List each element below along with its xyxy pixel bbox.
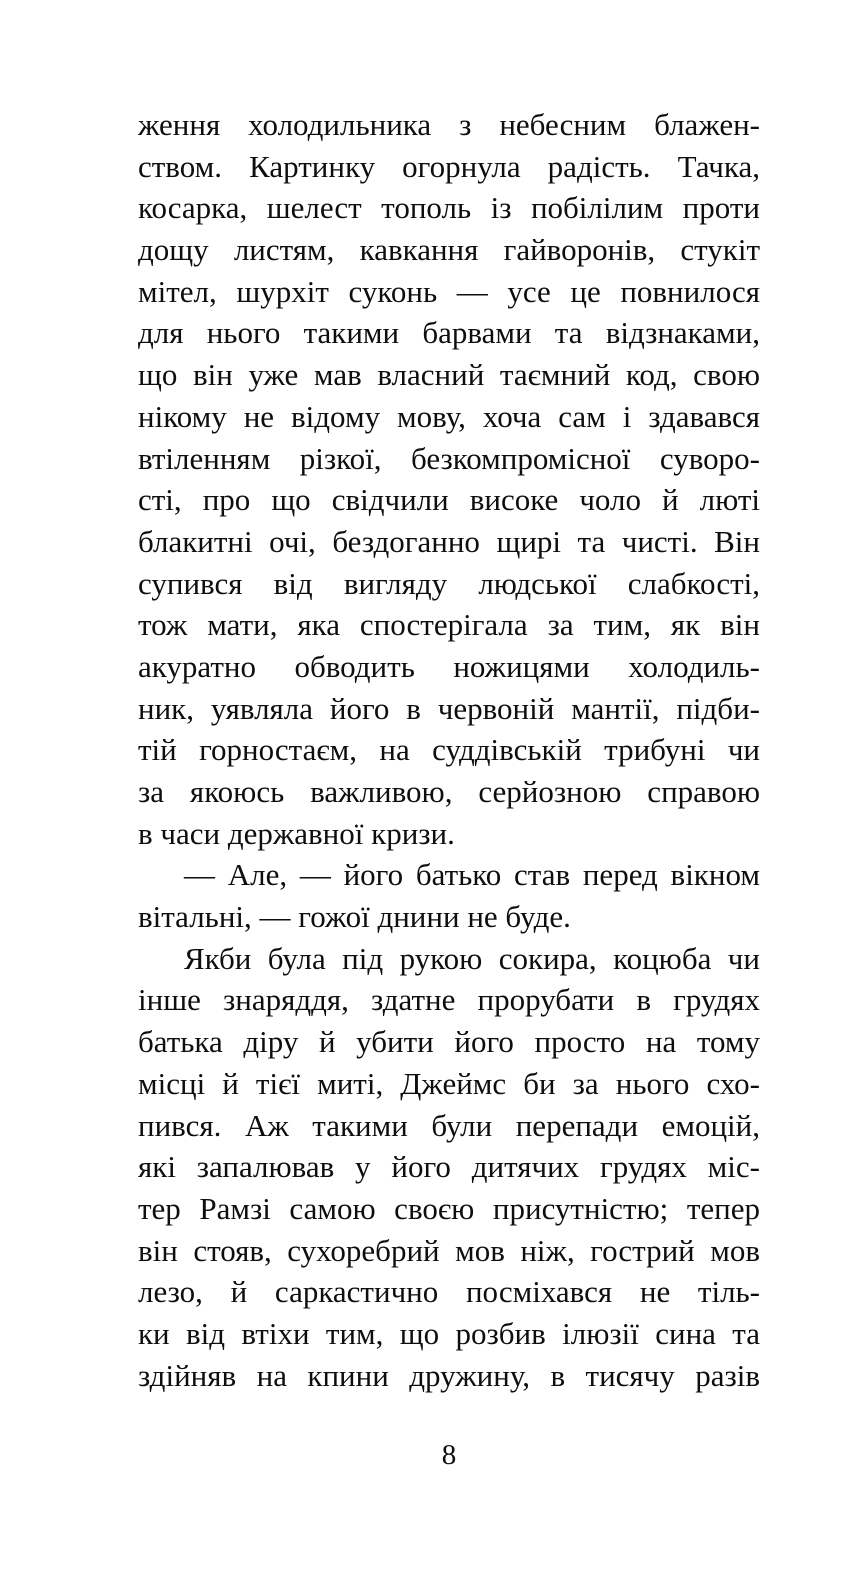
text-line: сті, про що свідчили високе чоло й люті xyxy=(138,482,760,518)
text-line: інше знаряддя, здатне прорубати в грудях xyxy=(138,982,760,1018)
text-line: ження холодильника з небесним блажен- xyxy=(138,107,760,142)
text-line: тер Рамзі самою своєю присутністю; тепер xyxy=(138,1190,760,1226)
text-line: ник, уявляла його в червоній мантії, підби- xyxy=(138,690,760,726)
text-line: для нього такими барвами та відзнаками, xyxy=(138,315,760,351)
text-line: супився від вигляду людської слабкості, xyxy=(138,565,760,601)
text-line: лезо, й саркастично посміхався не тіль- xyxy=(138,1274,760,1310)
text-line: мітел, шурхіт суконь — усе це повнилося xyxy=(138,273,760,309)
text-line: косарка, шелест тополь із побілілим проти xyxy=(138,190,760,226)
text-line: акуратно обводить ножицями холодиль- xyxy=(138,648,760,684)
text-line: блакитні очі, бездоганно щирі та чисті. Він xyxy=(138,523,760,559)
text-line-paragraph-start: Якби була під рукою сокира, коцюба чи xyxy=(184,940,760,976)
text-line-paragraph-start: — Але, — його батько став перед вікном xyxy=(184,857,760,893)
text-line: він стояв, сухоребрий мов ніж, гострий мов xyxy=(138,1232,760,1268)
text-line: ки від втіхи тим, що розбив ілюзії сина та xyxy=(138,1315,760,1351)
text-line: ством. Картинку огорнула радість. Тачка, xyxy=(138,148,760,184)
text-line: батька діру й убити його просто на тому xyxy=(138,1024,760,1060)
text-line: тій горностаєм, на суддівській трибуні чи xyxy=(138,732,760,768)
text-line: за якоюсь важливою, серйозною справою xyxy=(138,774,760,809)
text-line: що він уже мав власний таємний код, свою xyxy=(138,357,760,393)
text-line: здійняв на кпини дружину, в тисячу разів xyxy=(138,1357,760,1393)
text-line: втіленням різкої, безкомпромісної суворо- xyxy=(138,440,760,476)
text-line: нікому не відому мову, хоча сам і здавався xyxy=(138,398,760,434)
text-line: місці й тієї миті, Джеймс би за нього схо- xyxy=(138,1065,760,1101)
text-line: пився. Аж такими були перепади емоцій, xyxy=(138,1107,760,1143)
page-number: 8 xyxy=(441,1439,457,1471)
text-line-paragraph-end: в часи державної кризи. xyxy=(138,815,455,851)
text-line: які запалював у його дитячих грудях міс- xyxy=(138,1149,760,1185)
text-line: дощу листям, кавкання гайворонів, стукіт xyxy=(138,232,760,268)
body-text xyxy=(138,104,760,1396)
text-line-paragraph-end: вітальні, — гожої днини не буде. xyxy=(138,899,571,935)
text-line: тож мати, яка спостерігала за тим, як він xyxy=(138,607,760,643)
